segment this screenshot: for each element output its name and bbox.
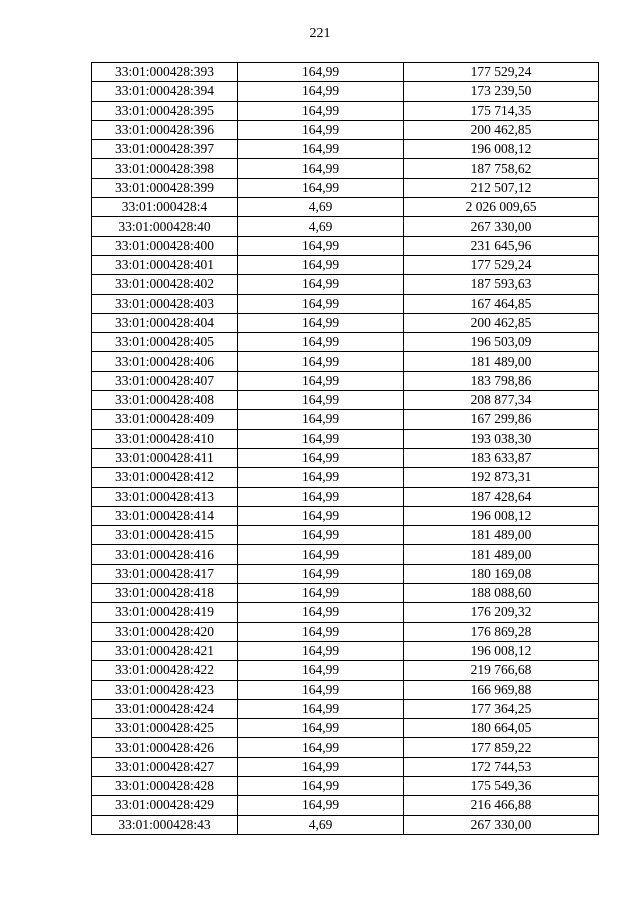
cadastral-number-cell: 33:01:000428:425 <box>92 719 238 738</box>
value-cell: 231 645,96 <box>404 236 599 255</box>
cadastral-number-cell: 33:01:000428:418 <box>92 584 238 603</box>
cadastral-number-cell: 33:01:000428:414 <box>92 506 238 525</box>
table-row <box>92 796 599 815</box>
value-cell: 196 008,12 <box>404 641 599 660</box>
area-cell: 164,99 <box>238 120 404 139</box>
table-row <box>92 815 599 834</box>
cadastral-number-cell: 33:01:000428:428 <box>92 776 238 795</box>
cadastral-number-cell: 33:01:000428:421 <box>92 641 238 660</box>
table-row <box>92 526 599 545</box>
page-number: 221 <box>309 26 331 41</box>
table-row <box>92 198 599 217</box>
table-row <box>92 391 599 410</box>
table-row <box>92 82 599 101</box>
cadastral-number-cell: 33:01:000428:396 <box>92 120 238 139</box>
table-row <box>92 603 599 622</box>
area-cell: 164,99 <box>238 641 404 660</box>
cadastral-number-cell: 33:01:000428:419 <box>92 603 238 622</box>
table-row <box>92 680 599 699</box>
area-cell: 164,99 <box>238 680 404 699</box>
area-cell: 164,99 <box>238 564 404 583</box>
cadastral-number-cell: 33:01:000428:4 <box>92 198 238 217</box>
area-cell: 164,99 <box>238 584 404 603</box>
cadastral-number-cell: 33:01:000428:416 <box>92 545 238 564</box>
table-row <box>92 622 599 641</box>
value-cell: 177 529,24 <box>404 63 599 82</box>
cadastral-number-cell: 33:01:000428:424 <box>92 699 238 718</box>
cadastral-number-cell: 33:01:000428:429 <box>92 796 238 815</box>
table-row <box>92 120 599 139</box>
cadastral-number-cell: 33:01:000428:408 <box>92 391 238 410</box>
value-cell: 176 209,32 <box>404 603 599 622</box>
value-cell: 208 877,34 <box>404 391 599 410</box>
cadastral-number-cell: 33:01:000428:409 <box>92 410 238 429</box>
table-row <box>92 448 599 467</box>
value-cell: 173 239,50 <box>404 82 599 101</box>
cadastral-number-cell: 33:01:000428:423 <box>92 680 238 699</box>
table-row <box>92 410 599 429</box>
cadastral-number-cell: 33:01:000428:402 <box>92 275 238 294</box>
area-cell: 164,99 <box>238 738 404 757</box>
cadastral-number-cell: 33:01:000428:404 <box>92 313 238 332</box>
area-cell: 164,99 <box>238 391 404 410</box>
value-cell: 219 766,68 <box>404 661 599 680</box>
table-row <box>92 757 599 776</box>
cadastral-number-cell: 33:01:000428:394 <box>92 82 238 101</box>
value-cell: 172 744,53 <box>404 757 599 776</box>
cadastral-number-cell: 33:01:000428:415 <box>92 526 238 545</box>
value-cell: 188 088,60 <box>404 584 599 603</box>
area-cell: 164,99 <box>238 776 404 795</box>
value-cell: 216 466,88 <box>404 796 599 815</box>
cadastral-number-cell: 33:01:000428:422 <box>92 661 238 680</box>
cadastral-number-cell: 33:01:000428:397 <box>92 140 238 159</box>
area-cell: 164,99 <box>238 757 404 776</box>
value-cell: 181 489,00 <box>404 545 599 564</box>
value-cell: 187 758,62 <box>404 159 599 178</box>
value-cell: 187 428,64 <box>404 487 599 506</box>
value-cell: 193 038,30 <box>404 429 599 448</box>
table-row <box>92 159 599 178</box>
table-row <box>92 738 599 757</box>
area-cell: 164,99 <box>238 352 404 371</box>
area-cell: 164,99 <box>238 140 404 159</box>
value-cell: 177 364,25 <box>404 699 599 718</box>
value-cell: 177 529,24 <box>404 255 599 274</box>
area-cell: 164,99 <box>238 719 404 738</box>
area-cell: 4,69 <box>238 815 404 834</box>
cadastral-number-cell: 33:01:000428:413 <box>92 487 238 506</box>
value-cell: 167 464,85 <box>404 294 599 313</box>
table-row <box>92 776 599 795</box>
table-row <box>92 371 599 390</box>
cadastral-number-cell: 33:01:000428:427 <box>92 757 238 776</box>
table-row <box>92 719 599 738</box>
area-cell: 164,99 <box>238 159 404 178</box>
cadastre-table <box>91 62 599 835</box>
table-row <box>92 333 599 352</box>
area-cell: 164,99 <box>238 236 404 255</box>
value-cell: 183 798,86 <box>404 371 599 390</box>
cadastral-number-cell: 33:01:000428:393 <box>92 63 238 82</box>
cadastral-number-cell: 33:01:000428:426 <box>92 738 238 757</box>
area-cell: 164,99 <box>238 429 404 448</box>
table-row <box>92 236 599 255</box>
area-cell: 164,99 <box>238 63 404 82</box>
cadastral-number-cell: 33:01:000428:405 <box>92 333 238 352</box>
area-cell: 164,99 <box>238 796 404 815</box>
cadastral-number-cell: 33:01:000428:412 <box>92 468 238 487</box>
cadastral-number-cell: 33:01:000428:40 <box>92 217 238 236</box>
value-cell: 200 462,85 <box>404 313 599 332</box>
area-cell: 4,69 <box>238 198 404 217</box>
value-cell: 167 299,86 <box>404 410 599 429</box>
area-cell: 164,99 <box>238 603 404 622</box>
table-row <box>92 487 599 506</box>
value-cell: 187 593,63 <box>404 275 599 294</box>
table-row <box>92 564 599 583</box>
value-cell: 196 008,12 <box>404 506 599 525</box>
table-row <box>92 275 599 294</box>
cadastral-number-cell: 33:01:000428:395 <box>92 101 238 120</box>
cadastral-number-cell: 33:01:000428:420 <box>92 622 238 641</box>
area-cell: 164,99 <box>238 545 404 564</box>
table-row <box>92 63 599 82</box>
area-cell: 164,99 <box>238 275 404 294</box>
value-cell: 175 549,36 <box>404 776 599 795</box>
value-cell: 180 169,08 <box>404 564 599 583</box>
area-cell: 164,99 <box>238 313 404 332</box>
area-cell: 164,99 <box>238 622 404 641</box>
area-cell: 164,99 <box>238 294 404 313</box>
table-row <box>92 313 599 332</box>
cadastral-number-cell: 33:01:000428:43 <box>92 815 238 834</box>
value-cell: 267 330,00 <box>404 217 599 236</box>
area-cell: 164,99 <box>238 487 404 506</box>
value-cell: 177 859,22 <box>404 738 599 757</box>
table-row <box>92 429 599 448</box>
area-cell: 164,99 <box>238 448 404 467</box>
value-cell: 2 026 009,65 <box>404 198 599 217</box>
table-row <box>92 584 599 603</box>
table-row <box>92 641 599 660</box>
table-body <box>92 63 599 835</box>
area-cell: 164,99 <box>238 506 404 525</box>
area-cell: 164,99 <box>238 410 404 429</box>
table-row <box>92 352 599 371</box>
table-row <box>92 699 599 718</box>
value-cell: 176 869,28 <box>404 622 599 641</box>
cadastral-number-cell: 33:01:000428:406 <box>92 352 238 371</box>
value-cell: 183 633,87 <box>404 448 599 467</box>
cadastral-number-cell: 33:01:000428:407 <box>92 371 238 390</box>
area-cell: 4,69 <box>238 217 404 236</box>
area-cell: 164,99 <box>238 468 404 487</box>
value-cell: 175 714,35 <box>404 101 599 120</box>
area-cell: 164,99 <box>238 371 404 390</box>
table-row <box>92 468 599 487</box>
table-row <box>92 294 599 313</box>
table-row <box>92 140 599 159</box>
value-cell: 181 489,00 <box>404 352 599 371</box>
cadastral-number-cell: 33:01:000428:398 <box>92 159 238 178</box>
cadastral-number-cell: 33:01:000428:400 <box>92 236 238 255</box>
cadastral-number-cell: 33:01:000428:401 <box>92 255 238 274</box>
area-cell: 164,99 <box>238 82 404 101</box>
cadastral-number-cell: 33:01:000428:417 <box>92 564 238 583</box>
value-cell: 192 873,31 <box>404 468 599 487</box>
value-cell: 166 969,88 <box>404 680 599 699</box>
area-cell: 164,99 <box>238 661 404 680</box>
area-cell: 164,99 <box>238 526 404 545</box>
area-cell: 164,99 <box>238 333 404 352</box>
area-cell: 164,99 <box>238 101 404 120</box>
area-cell: 164,99 <box>238 255 404 274</box>
table-row <box>92 178 599 197</box>
table-row <box>92 217 599 236</box>
table-row <box>92 506 599 525</box>
area-cell: 164,99 <box>238 178 404 197</box>
cadastral-number-cell: 33:01:000428:411 <box>92 448 238 467</box>
value-cell: 212 507,12 <box>404 178 599 197</box>
table-row <box>92 545 599 564</box>
cadastral-number-cell: 33:01:000428:410 <box>92 429 238 448</box>
cadastral-number-cell: 33:01:000428:399 <box>92 178 238 197</box>
value-cell: 180 664,05 <box>404 719 599 738</box>
value-cell: 181 489,00 <box>404 526 599 545</box>
table-row <box>92 101 599 120</box>
value-cell: 196 008,12 <box>404 140 599 159</box>
cadastral-number-cell: 33:01:000428:403 <box>92 294 238 313</box>
area-cell: 164,99 <box>238 699 404 718</box>
table-row <box>92 661 599 680</box>
value-cell: 196 503,09 <box>404 333 599 352</box>
table-row <box>92 255 599 274</box>
value-cell: 200 462,85 <box>404 120 599 139</box>
value-cell: 267 330,00 <box>404 815 599 834</box>
